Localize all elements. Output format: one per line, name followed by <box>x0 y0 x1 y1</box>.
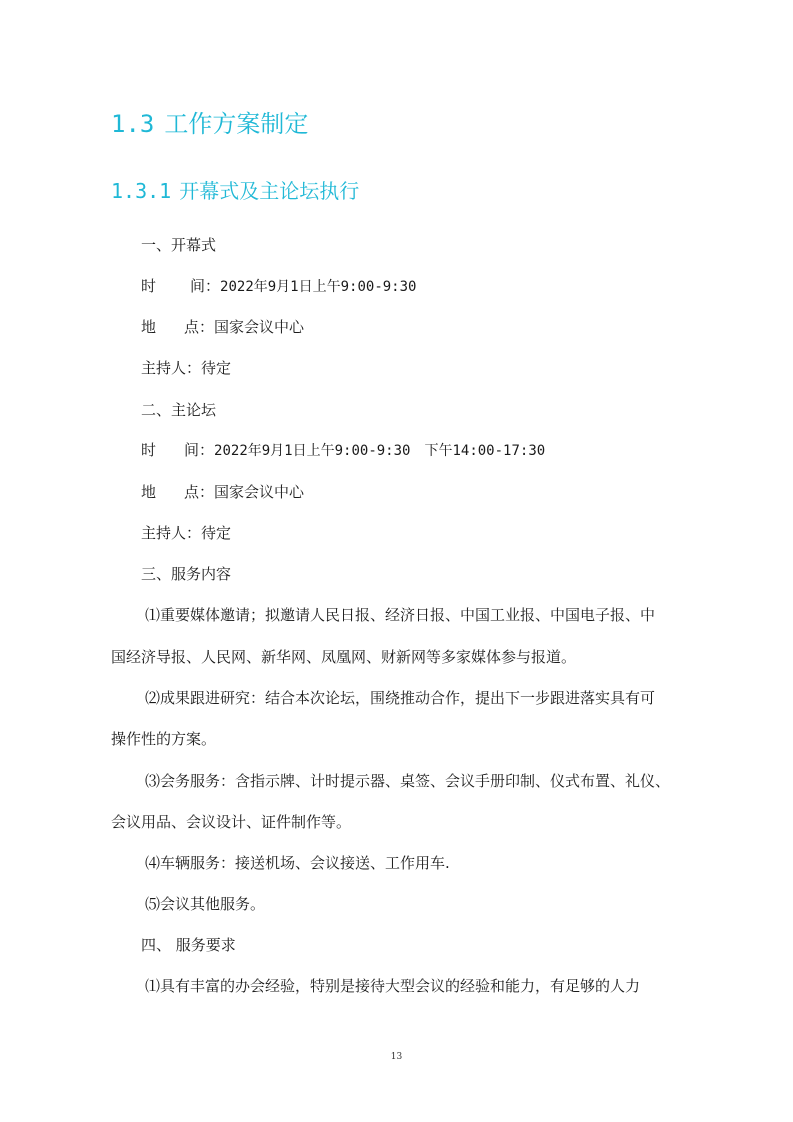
opening-time-label-2: 间： <box>190 277 221 295</box>
forum-host-label: 主持人： <box>141 524 202 542</box>
forum-time-value-2: 下午14:00-17:30 <box>424 443 546 459</box>
opening-place-label-2: 点： <box>184 318 215 336</box>
opening-time-label-1: 时 <box>141 277 157 295</box>
services-item5: ⑸会议其他服务。 <box>145 895 266 913</box>
section-title: 工作方案制定 <box>164 110 309 138</box>
opening-host-value: 待定 <box>201 359 232 377</box>
opening-host-label: 主持人： <box>141 359 202 377</box>
forum-host-row <box>141 523 231 543</box>
services-item2-line2: 操作性的方案。 <box>111 730 217 748</box>
forum-place-value: 国家会议中心 <box>214 483 305 501</box>
forum-place-row <box>141 482 304 502</box>
opening-place-value: 国家会议中心 <box>214 318 305 336</box>
section-heading <box>111 104 308 139</box>
forum-time-label-2: 间： <box>184 441 215 459</box>
opening-time-row <box>141 276 416 297</box>
services-heading: 三、服务内容 <box>141 565 232 583</box>
services-item4: ⑷车辆服务：接送机场、会议接送、工作用车. <box>145 854 450 872</box>
subsection-number: 1.3.1 <box>111 179 172 203</box>
services-item1-line2: 国经济导报、人民网、新华网、凤凰网、财新网等多家媒体参与报道。 <box>111 648 577 666</box>
forum-heading: 二、主论坛 <box>141 401 217 419</box>
services-item3-line1: ⑶会务服务：含指示牌、计时提示器、桌签、会议手册印制、仪式布置、礼仪、 <box>145 772 671 790</box>
requirements-item1-line1: ⑴具有丰富的办会经验，特别是接待大型会议的经验和能力，有足够的人力 <box>145 977 641 995</box>
subsection-title: 开幕式及主论坛执行 <box>179 179 360 203</box>
forum-time-label-1: 时 <box>141 441 157 459</box>
opening-time-value: 2022年9月1日上午9:00-9:30 <box>220 279 417 295</box>
opening-place-label-1: 地 <box>141 318 157 336</box>
forum-place-label-2: 点： <box>184 483 215 501</box>
forum-time-value-1: 2022年9月1日上午9:00-9:30 <box>214 443 411 459</box>
services-item3-line2: 会议用品、会议设计、证件制作等。 <box>111 813 352 831</box>
services-item2-line1: ⑵成果跟进研究：结合本次论坛，围绕推动合作，提出下一步跟进落实具有可 <box>145 689 656 707</box>
page-number: 13 <box>390 1052 403 1062</box>
opening-host-row <box>141 358 231 378</box>
requirements-heading: 四、 服务要求 <box>141 936 236 954</box>
section-number: 1.3 <box>111 110 155 138</box>
services-item1-line1: ⑴重要媒体邀请；拟邀请人民日报、经济日报、中国工业报、中国电子报、中 <box>145 606 656 624</box>
subsection-heading <box>111 175 359 204</box>
forum-host-value: 待定 <box>201 524 232 542</box>
opening-heading: 一、开幕式 <box>141 236 217 254</box>
forum-place-label-1: 地 <box>141 483 157 501</box>
forum-time-row <box>141 440 545 461</box>
opening-place-row <box>141 317 304 337</box>
